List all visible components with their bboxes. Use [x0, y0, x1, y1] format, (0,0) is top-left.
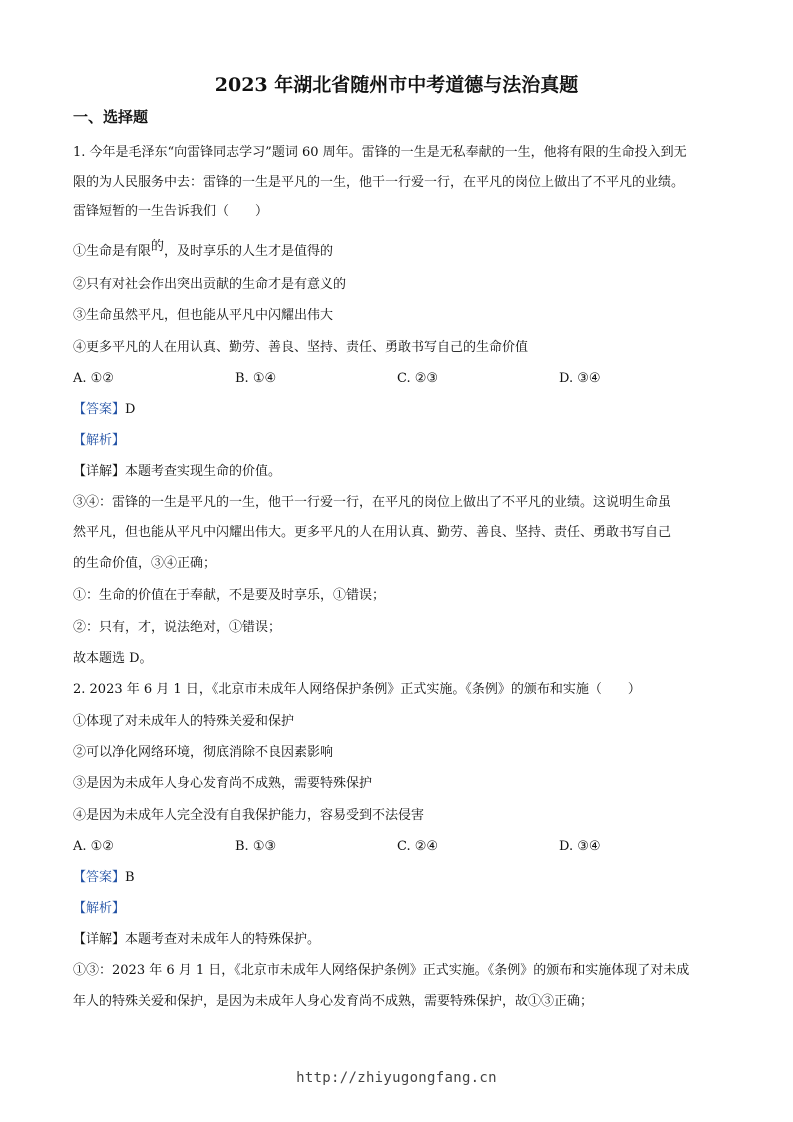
q1-explanation-line: ③④：雷锋的一生是平凡的一生，他干一行爱一行，在平凡的岗位上做出了不平凡的业绩。这说明生命虽 [73, 495, 672, 510]
q2-answer [73, 869, 733, 887]
q2-option-b: B. ①③ [235, 839, 277, 854]
q1-options [73, 370, 733, 388]
q1-answer-tag: 【答案】 [73, 402, 126, 417]
q2-item-1: ①体现了对未成年人的特殊关爱和保护 [73, 714, 295, 729]
q1-analysis-tag: 【解析】 [73, 433, 126, 448]
q1-item-3: ③生命虽然平凡，但也能从平凡中闪耀出伟大 [73, 308, 334, 323]
q1-detail-tag: 【详解】 [73, 464, 126, 479]
q2-answer-value: B [125, 870, 135, 885]
q1-option-b: B. ①④ [235, 371, 277, 386]
q2-item-3: ③是因为未成年人身心发育尚不成熟，需要特殊保护 [73, 776, 373, 791]
q1-stem-line: 限的为人民服务中去：雷锋的一生是平凡的一生，他干一行爱一行，在平凡的岗位上做出了不平凡的业绩。 [73, 175, 685, 190]
q2-answer-tag: 【答案】 [73, 870, 126, 885]
q1-item-4: ④更多平凡的人在用认真、勤劳、善良、坚持、责任、勇敢书写自己的生命价值 [73, 340, 529, 355]
q2-stem: 2. 2023 年 6 月 1 日，《北京市未成年人网络保护条例》正式实施。《条例》的颁布和实施（ ） [73, 682, 641, 697]
q2-detail-text: 本题考查对未成年人的特殊保护。 [125, 932, 321, 947]
q2-analysis [73, 900, 733, 918]
q1-item-1-text: ①生命是有限 [73, 244, 152, 259]
q1-explanation-line: 故本题选 D。 [73, 651, 153, 666]
q1-analysis [73, 432, 733, 450]
q1-option-a: A. ①② [73, 371, 114, 386]
q2-item-4: ④是因为未成年人完全没有自我保护能力，容易受到不法侵害 [73, 808, 425, 823]
q2-item-2: ②可以净化网络环境，彻底消除不良因素影响 [73, 745, 334, 760]
q1-answer [73, 401, 733, 419]
q1-detail-text: 本题考查实现生命的价值。 [125, 464, 282, 479]
q1-detail [73, 463, 733, 481]
q1-item-1-raised-char: 的 [151, 239, 165, 254]
q2-explanation-line: ①③：2023 年 6 月 1 日，《北京市未成年人网络保护条例》正式实施。《条例》的颁布和实施体现了对未成 [73, 963, 690, 978]
footer-url: http://zhiyugongfang.cn [296, 1070, 497, 1086]
q2-option-a: A. ①② [73, 839, 114, 854]
q1-item-1-text-rest: ，及时享乐的人生才是值得的 [164, 244, 334, 259]
q1-explanation-line: 然平凡，但也能从平凡中闪耀出伟大。更多平凡的人在用认真、勤劳、善良、坚持、责任、勇敢书写自己 [73, 525, 672, 540]
q2-option-d: D. ③④ [559, 839, 601, 854]
q2-option-c: C. ②④ [397, 839, 439, 854]
q2-detail [73, 931, 733, 949]
q1-answer-value: D [125, 402, 136, 417]
q1-item-2: ②只有对社会作出突出贡献的生命才是有意义的 [73, 277, 347, 292]
q2-analysis-tag: 【解析】 [73, 901, 126, 916]
q1-option-c: C. ②③ [397, 371, 439, 386]
page-title: 2023 年湖北省随州市中考道德与法治真题 [214, 74, 579, 96]
q1-option-d: D. ③④ [559, 371, 601, 386]
q2-options [73, 838, 733, 856]
q1-item-1 [73, 239, 733, 261]
q1-explanation-line: ①：生命的价值在于奉献，不是要及时享乐，①错误； [73, 588, 386, 603]
q2-detail-tag: 【详解】 [73, 932, 126, 947]
q1-stem-line: 1. 今年是毛泽东“向雷锋同志学习”题词 60 周年。雷锋的一生是无私奉献的一生，他将有限的生命投入到无 [73, 145, 687, 160]
section-heading: 一、选择题 [73, 108, 149, 126]
q1-explanation-line: 的生命价值，③④正确； [73, 556, 217, 571]
q1-stem-line: 雷锋短暂的一生告诉我们（ ） [73, 204, 269, 219]
q2-explanation-line: 年人的特殊关爱和保护，是因为未成年人身心发育尚不成熟，需要特殊保护，故①③正确； [73, 994, 594, 1009]
q1-explanation-line: ②：只有，才，说法绝对，①错误； [73, 620, 282, 635]
